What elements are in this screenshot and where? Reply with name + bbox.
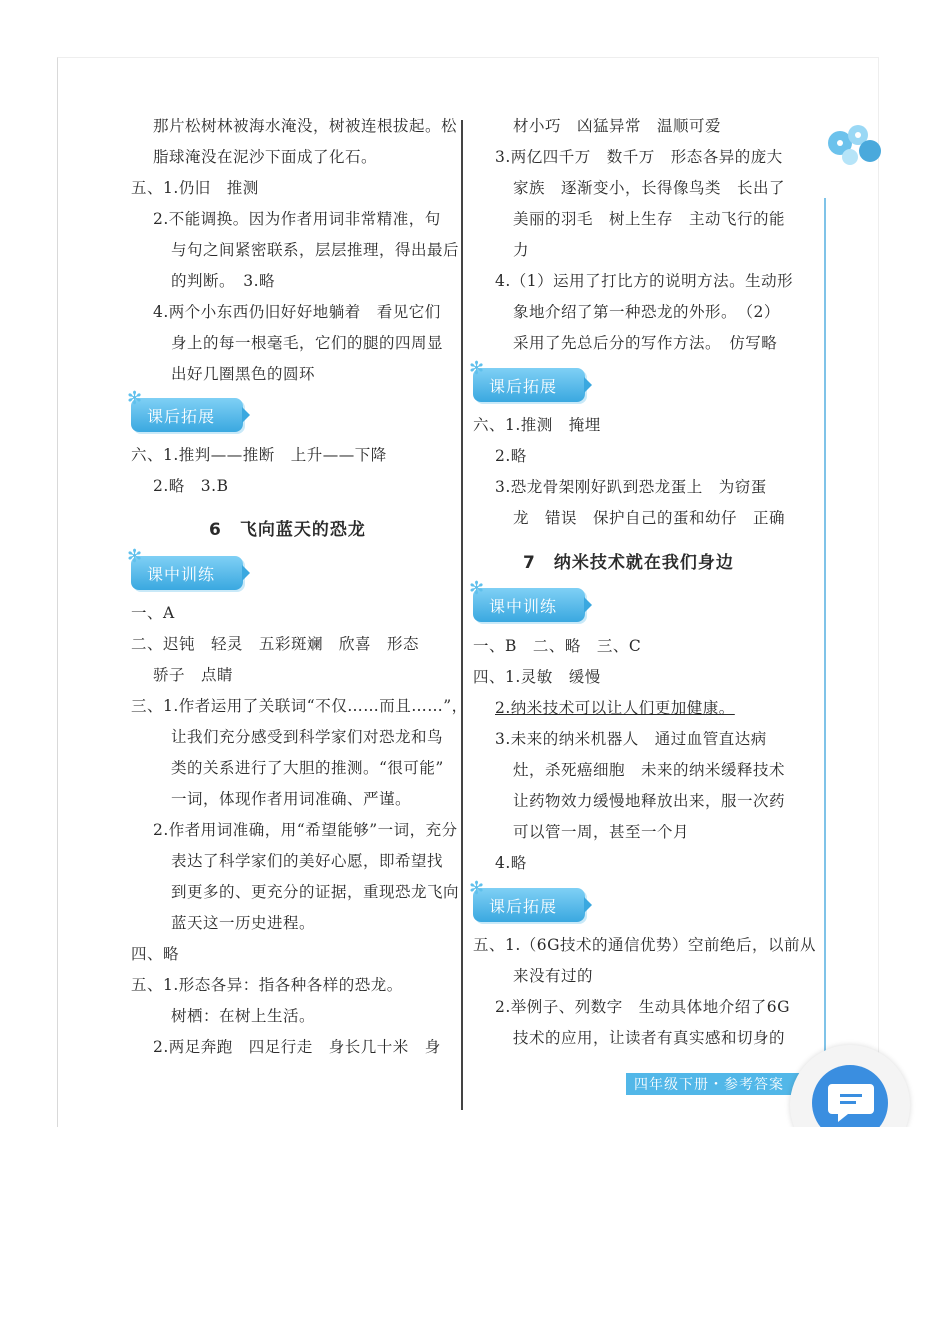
text-line: 三、1.作者运用了关联词“不仅……而且……”， [131,697,468,715]
section-badge-in-class: ✻ 课中训练 [473,588,585,622]
text-line: 3.两亿四千万 数千万 形态各异的庞大 [495,148,783,166]
text-line: 力 [513,241,530,259]
chat-bubble-icon[interactable] [826,1080,876,1124]
text-line: 3.未来的纳米机器人 通过血管直达病 [495,730,767,748]
text-line: 灶，杀死癌细胞 未来的纳米缓释技术 [513,761,786,779]
text-line: 象地介绍了第一种恐龙的外形。 （2） [513,303,780,321]
text-line: 表达了科学家们的美好心愿，即希望找 [171,852,444,870]
text-line: 采用了先总后分的写作方法。 仿写略 [513,334,778,352]
text-line: 到更多的、更充分的证据，重现恐龙飞向 [171,883,460,901]
text-line: 蓝天这一历史进程。 [171,914,316,932]
text-line: 4.（1）运用了打比方的说明方法。生动形 [495,272,794,290]
text-line: 材小巧 凶猛异常 温顺可爱 [513,117,722,135]
text-line: 来没有过的 [513,967,594,985]
text-line: 出好几圈黑色的圆环 [171,365,316,383]
text-line: 树栖：在树上生活。 [171,1007,316,1025]
text-line: 骄子 点睛 [153,666,234,684]
snowflake-icon: ✻ [469,578,485,599]
text-line: 一、A [131,604,175,622]
section-badge-in-class: ✻ 课中训练 [131,556,243,590]
text-line: 家族 逐渐变小，长得像鸟类 长出了 [513,179,786,197]
section-badge-after-class: ✻ 课后拓展 [473,368,585,402]
text-line: 2.举例子、列数字 生动具体地介绍了6G [495,998,791,1016]
section-badge-after-class: ✻ 课后拓展 [131,398,243,432]
text-line: 那片松树林被海水淹没，树被连根拔起。松 [153,117,458,135]
text-line: 2.两足奔跑 四足行走 身长几十米 身 [153,1038,441,1056]
text-line: 2.作者用词准确，用“希望能够”一词，充分 [153,821,458,839]
text-line: 二、迟钝 轻灵 五彩斑斓 欣喜 形态 [131,635,420,653]
text-line: 让药物效力缓慢地释放出来，服一次药 [513,792,786,810]
margin-rule [824,198,826,1128]
section-badge-after-class: ✻ 课后拓展 [473,888,585,922]
text-line: 2.纳米技术可以让人们更加健康。 [495,699,735,717]
text-line: 4.略 [495,854,527,872]
text-line: 五、1.形态各异：指各种各样的恐龙。 [131,976,403,994]
column-divider [461,120,463,1110]
text-line: 2.略 [495,447,527,465]
text-line: 4.两个小东西仍旧好好地躺着 看见它们 [153,303,441,321]
text-line: 五、1.（6G技术的通信优势）空前绝后，以前从 [473,936,817,954]
text-line: 六、1.推测 掩埋 [473,416,601,434]
footer-label: 四年级下册・参考答案 [634,1077,784,1093]
text-line: 让我们充分感受到科学家们对恐龙和鸟 [171,728,444,746]
text-line: 类的关系进行了大胆的推测。“很可能” [171,759,444,777]
text-line: 与句之间紧密联系，层层推理，得出最后 [171,241,460,259]
text-line: 美丽的羽毛 树上生存 主动飞行的能 [513,210,786,228]
text-line: 的判断。 3.略 [171,272,276,290]
text-line: 可以管一周，甚至一个月 [513,823,690,841]
answer-page [57,57,879,1128]
text-line: 身上的每一根毫毛，它们的腿的四周显 [171,334,444,352]
chapter-title: 6 飞向蓝天的恐龙 [209,520,366,540]
text-line: 一、B 二、略 三、C [473,637,642,655]
text-line: 龙 错误 保护自己的蛋和幼仔 正确 [513,509,786,527]
text-line: 五、1.仍旧 推测 [131,179,259,197]
snowflake-icon: ✻ [469,358,485,379]
flower-decoration-icon [818,113,888,173]
page-bottom-blank [0,1127,950,1344]
text-line: 2.略 3.B [153,477,229,495]
text-line: 技术的应用，让读者有真实感和切身的 [513,1029,786,1047]
text-line: 四、略 [131,945,180,963]
text-line: 3.恐龙骨架刚好趴到恐龙蛋上 为窃蛋 [495,478,767,496]
text-line: 一词，体现作者用词准确、严谨。 [171,790,412,808]
text-line: 2.不能调换。因为作者用词非常精准，句 [153,210,441,228]
text-line: 六、1.推判——推断 上升——下降 [131,446,387,464]
snowflake-icon: ✻ [127,546,143,567]
snowflake-icon: ✻ [469,878,485,899]
text-line: 四、1.灵敏 缓慢 [473,668,601,686]
chapter-title: 7 纳米技术就在我们身边 [523,553,734,573]
snowflake-icon: ✻ [127,388,143,409]
text-line: 脂球淹没在泥沙下面成了化石。 [153,148,378,166]
